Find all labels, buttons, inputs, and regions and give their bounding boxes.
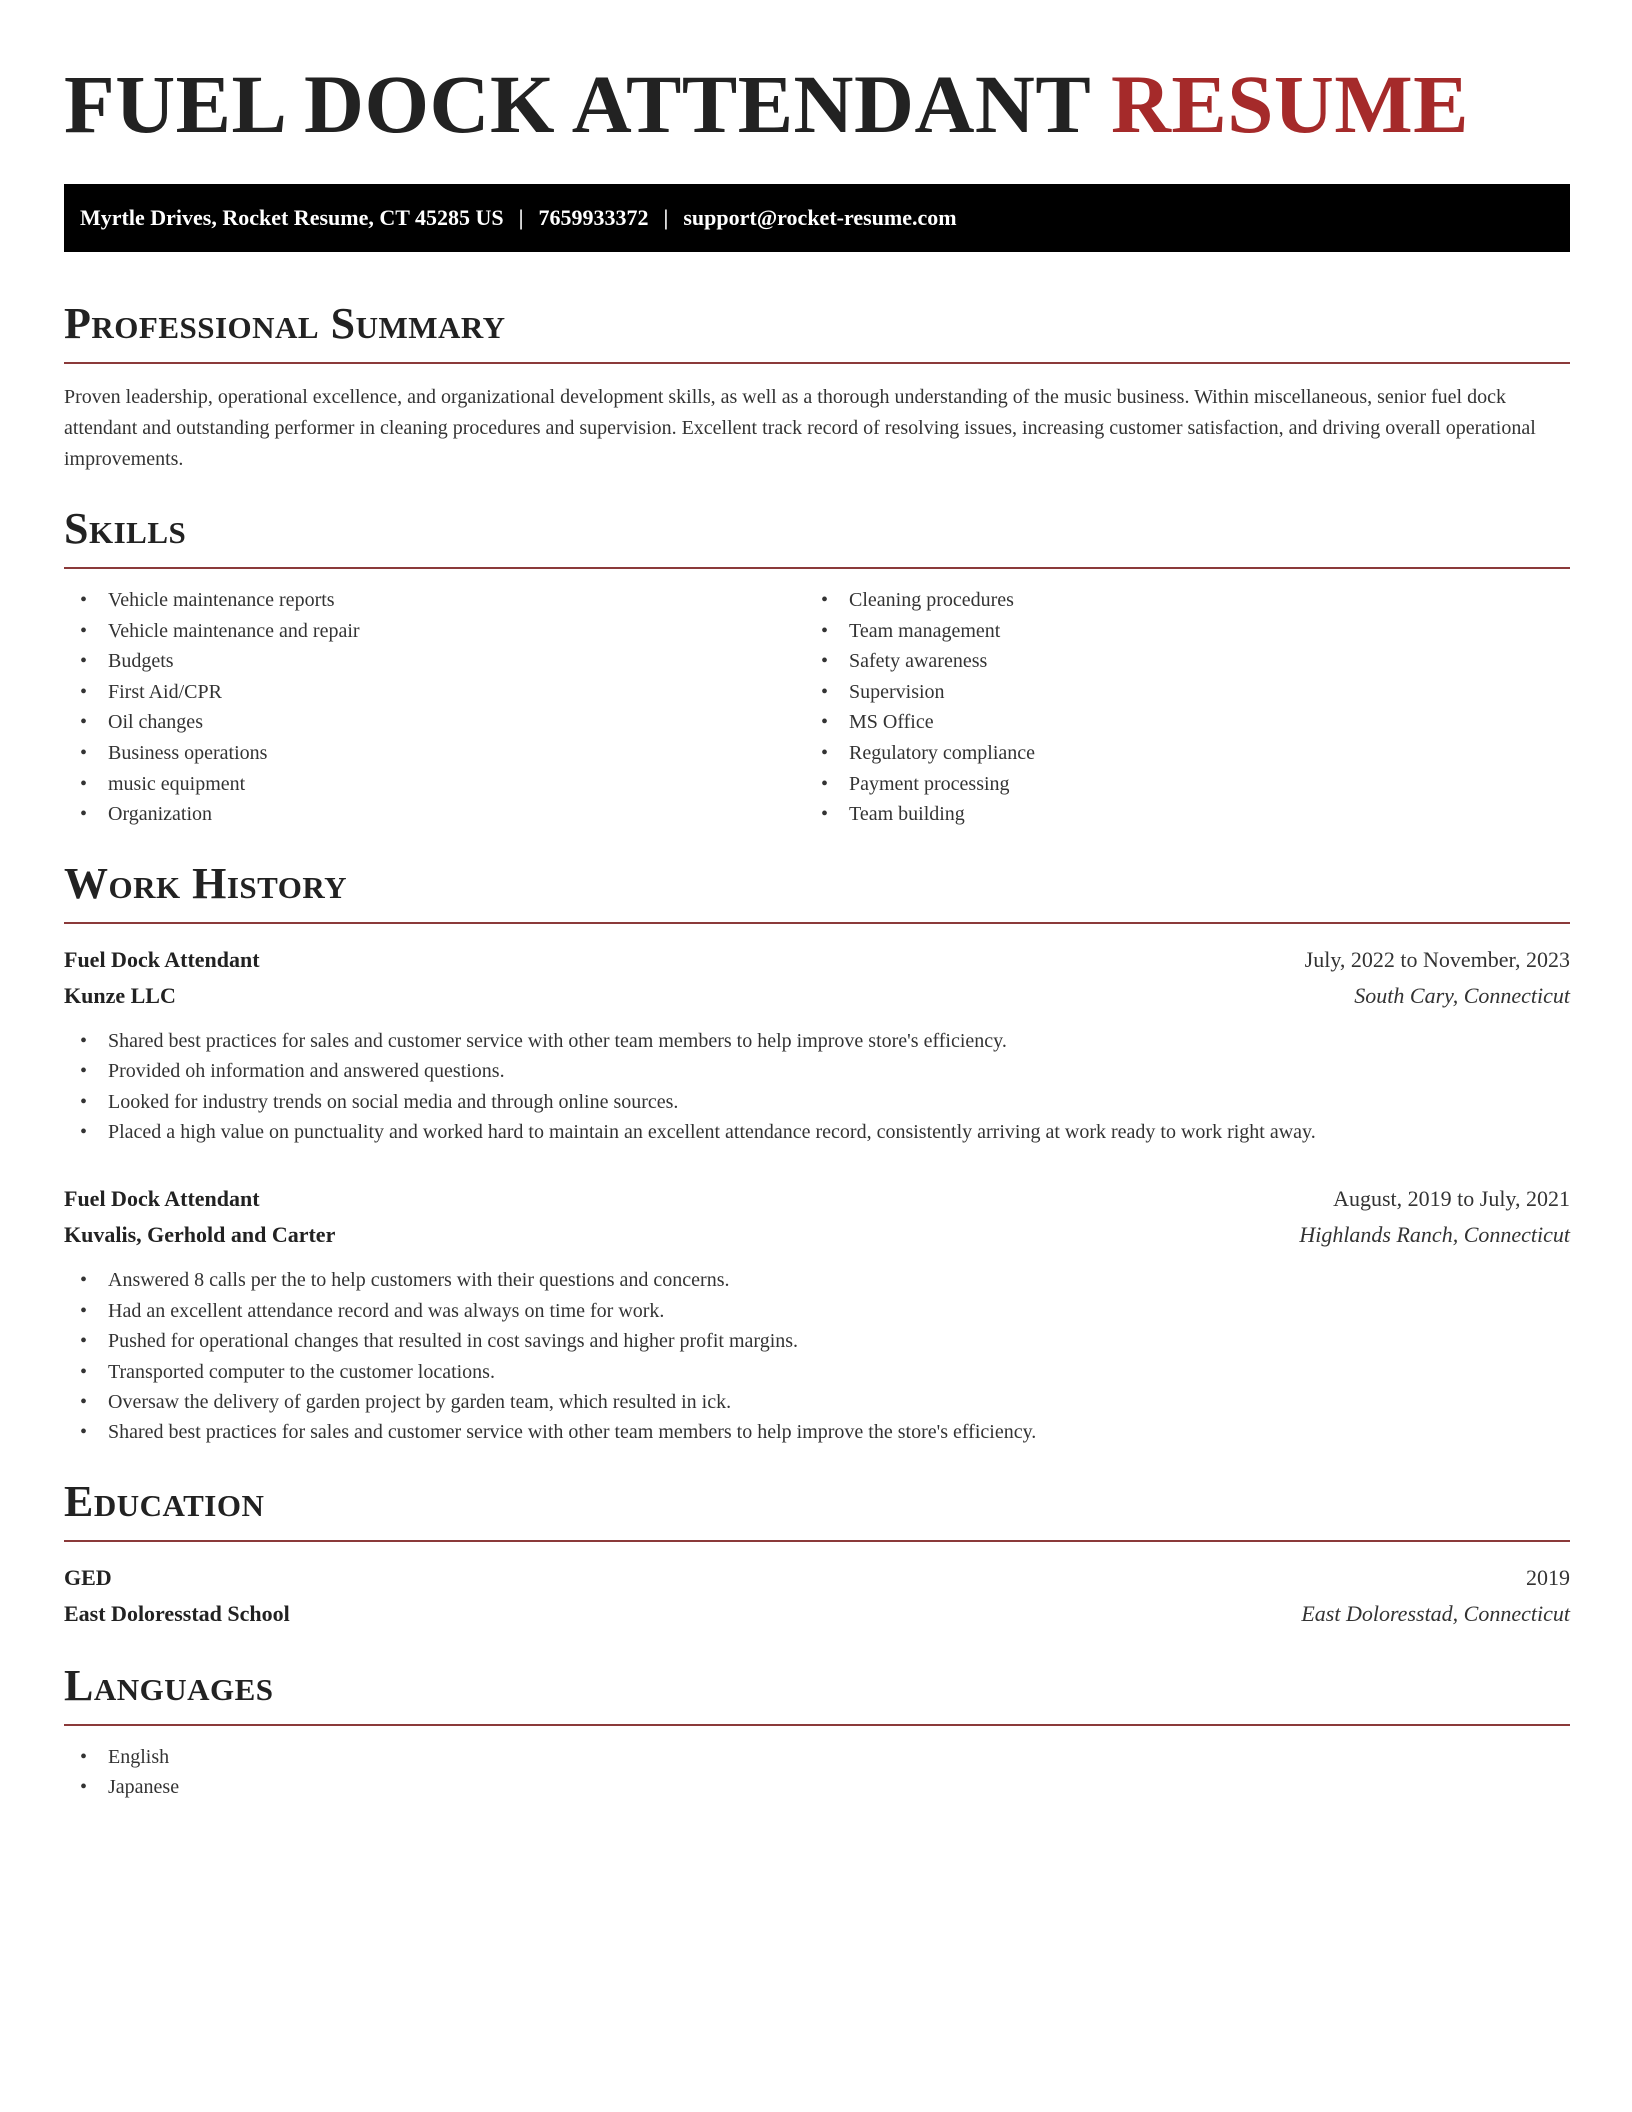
job-header-row (64, 1181, 1570, 1217)
work-history-section (64, 860, 1570, 1448)
job-bullets (64, 1265, 1570, 1447)
skill-item: • Safety awareness (805, 646, 1546, 677)
job-bullet: • Shared best practices for sales and customer service with other team members to help improve store's efficiency. (64, 1026, 1570, 1056)
languages-list (64, 1742, 1570, 1803)
contact-address: Myrtle Drives, Rocket Resume, CT 45285 US (80, 205, 504, 230)
job-company-row (64, 1217, 1570, 1253)
contact-email: support@rocket-resume.com (683, 205, 957, 230)
skill-item: • Vehicle maintenance reports (64, 585, 805, 616)
job-bullet: • Looked for industry trends on social media and through online sources. (64, 1087, 1570, 1117)
skills-list-right (805, 585, 1546, 830)
job-bullet: • Oversaw the delivery of garden project by garden team, which resulted in ick. (64, 1387, 1570, 1417)
job-location: Highlands Ranch, Connecticut (1299, 1222, 1570, 1248)
skill-item: • Budgets (64, 646, 805, 677)
education-degree: GED (64, 1564, 112, 1590)
education-year: 2019 (1526, 1564, 1570, 1590)
resume-page (64, 0, 1570, 1803)
resume-title (64, 58, 1570, 150)
job-bullet: • Provided oh information and answered questions. (64, 1056, 1570, 1086)
job-title: Fuel Dock Attendant (64, 946, 260, 972)
title-accent: RESUME (1110, 58, 1470, 150)
job-bullet: • Shared best practices for sales and customer service with other team members to help improve the store's efficiency. (64, 1417, 1570, 1447)
work-history-heading: Work History (64, 860, 1570, 924)
job-bullet: • Answered 8 calls per the to help customers with their questions and concerns. (64, 1265, 1570, 1295)
skills-list-left (64, 585, 805, 830)
education-section (64, 1478, 1570, 1632)
language-item: • Japanese (64, 1772, 1570, 1802)
skill-item: • Supervision (805, 677, 1546, 708)
languages-section (64, 1662, 1570, 1803)
job-company: Kunze LLC (64, 982, 176, 1008)
skill-item: • Vehicle maintenance and repair (64, 616, 805, 647)
job-bullets (64, 1026, 1570, 1148)
summary-text: Proven leadership, operational excellence, and organizational development skills, as well as a thorough understanding of the music business. Within miscellaneous, senior fuel dock attendant and outstanding performer in cleaning procedures and supervision. Excellent track record of resolving issues, increasing customer satisfaction, and driving overall operational improvements. (64, 386, 1536, 470)
title-main: FUEL DOCK ATTENDANT (64, 58, 1090, 150)
job-dates: July, 2022 to November, 2023 (1304, 946, 1570, 972)
job-bullet: • Pushed for operational changes that resulted in cost savings and higher profit margins. (64, 1326, 1570, 1356)
skill-item: • Team building (805, 799, 1546, 830)
job-company: Kuvalis, Gerhold and Carter (64, 1222, 336, 1248)
education-heading: Education (64, 1478, 1570, 1542)
language-item: • English (64, 1742, 1570, 1772)
skill-item: • Organization (64, 799, 805, 830)
job-location: South Cary, Connecticut (1354, 982, 1570, 1008)
education-location: East Doloresstad, Connecticut (1301, 1600, 1570, 1626)
job-bullet: • Had an excellent attendance record and was always on time for work. (64, 1296, 1570, 1326)
skill-item: • Business operations (64, 738, 805, 769)
skill-item: • First Aid/CPR (64, 677, 805, 708)
education-school: East Doloresstad School (64, 1600, 290, 1626)
skill-item: • Team management (805, 616, 1546, 647)
languages-heading: Languages (64, 1662, 1570, 1726)
summary-heading: Professional Summary (64, 300, 1570, 364)
skills-columns (64, 585, 1570, 830)
summary-section (64, 300, 1570, 475)
contact-separator: | (518, 205, 524, 230)
contact-bar (64, 184, 1570, 252)
skill-item: • Regulatory compliance (805, 738, 1546, 769)
education-degree-row (64, 1560, 1570, 1596)
job-bullet: • Placed a high value on punctuality and worked hard to maintain an excellent attendance record, consistently arriving at work ready to work right away. (64, 1117, 1570, 1147)
skill-item: • Payment processing (805, 769, 1546, 800)
skill-item: • Oil changes (64, 707, 805, 738)
skill-item: • Cleaning procedures (805, 585, 1546, 616)
job-company-row (64, 978, 1570, 1014)
skill-item: • music equipment (64, 769, 805, 800)
job-dates: August, 2019 to July, 2021 (1333, 1186, 1570, 1212)
job-header-row (64, 942, 1570, 978)
skill-item: • MS Office (805, 707, 1546, 738)
education-entry (64, 1560, 1570, 1632)
contact-phone: 7659933372 (538, 205, 649, 230)
contact-separator: | (663, 205, 669, 230)
job-title: Fuel Dock Attendant (64, 1186, 260, 1212)
job-bullet: • Transported computer to the customer locations. (64, 1357, 1570, 1387)
skills-section (64, 505, 1570, 830)
job-entry (64, 1181, 1570, 1447)
education-school-row (64, 1596, 1570, 1632)
job-entry (64, 942, 1570, 1148)
skills-heading: Skills (64, 505, 1570, 569)
